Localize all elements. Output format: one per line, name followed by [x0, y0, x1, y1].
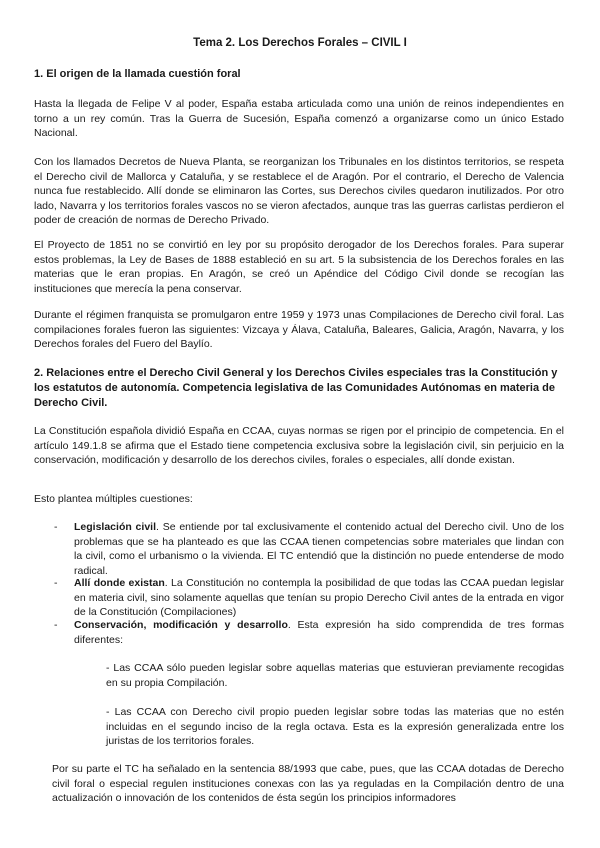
bullet-item: [74, 618, 564, 647]
paragraph: El Proyecto de 1851 no se convirtió en ley por su propósito derogador de los Derechos forales. Para superar estos problemas, la Ley de Bases de 1888 estableció en su art. 5 la subsistencia de los Derechos forales en las materias que le eran propias. En Aragón, se creó un Apéndice del Código Civil donde se recogían las instituciones que merecía la pena conservar.: [34, 239, 564, 295]
sub-item: - Las CCAA con Derecho civil propio pueden legislar sobre todas las materias que no estén incluidas en el segundo inciso de la regla octava. Esta es la expresión generalizada entre los juristas de los territorios forales.: [106, 706, 564, 747]
paragraph: Esto plantea múltiples cuestiones:: [34, 493, 193, 505]
bullet-marker: -: [54, 521, 58, 533]
sub-item: - Las CCAA sólo pueden legislar sobre aquellas materias que estuvieran previamente recogidas en su propia Compilación.: [106, 662, 564, 689]
bullet-item: [74, 520, 564, 578]
paragraph: La Constitución española dividió España en CCAA, cuyas normas se rigen por el principio de competencia. En el artículo 149.1.8 se afirma que el Estado tiene competencia exclusiva sobre la legislación civil, sin perjuicio en la conservación, modificación y desarrollo de los derechos civiles, forales o especiales, allí donde existan.: [34, 425, 564, 466]
paragraph: Con los llamados Decretos de Nueva Planta, se reorganizan los Tribunales en los distintos territorios, se respeta el Derecho civil de Mallorca y Cataluña, y se restablece el de Aragón. Por el contrario, el Derecho de Valencia nunca fue restablecido. Allí donde se eliminaron las Cortes, sus Derechos civiles quedaron inutilizados. Por otro lado, Navarra y los territorios forales vascos no se vieron afectados, aunque tras las guerras carlistas perdieron el poder de creación de normas de Derecho Privado.: [34, 156, 564, 226]
paragraph: Durante el régimen franquista se promulgaron entre 1959 y 1973 unas Compilaciones de Derecho civil foral. Las compilaciones forales fueron las siguientes: Vizcaya y Álava, Cataluña, Baleares, Galicia, Aragón, Navarra, y los Derechos forales del Fuero del Baylío.: [34, 309, 564, 350]
paragraph: Hasta la llegada de Felipe V al poder, España estaba articulada como una unión de reinos independientes en torno a un rey común. Tras la Guerra de Sucesión, España comenzó a organizarse como un único Estado Nacional.: [34, 98, 564, 139]
bullet-text: . Esta expresión ha sido comprendida de tres formas diferentes:: [74, 619, 564, 646]
bullet-marker: -: [54, 577, 58, 589]
section-2-heading: 2. Relaciones entre el Derecho Civil General y los Derechos Civiles especiales tras la Constitución y los estatutos de autonomía. Competencia legislativa de las Comunidades Autónomas en materia de Derecho Civil.: [34, 367, 558, 409]
bullet-text: . Se entiende por tal exclusivamente el contenido actual del Derecho civil. Uno de los problemas que se ha planteado es que las CCAA tienen competencias sobre materiales que lindan con la civil, como el urbanismo o la vivienda. El TC entendió que la distinción no puede entenderse de modo radical.: [74, 521, 564, 577]
document-title: Tema 2. Los Derechos Forales – CIVIL I: [193, 37, 407, 49]
bullet-term: Allí donde existan: [74, 577, 165, 589]
paragraph: Por su parte el TC ha señalado en la sentencia 88/1993 que cabe, pues, que las CCAA dotadas de Derecho civil foral o especial regulen instituciones conexas con las ya reguladas en la Compilación dentro de una actualización o innovación de los contenidos de ésta según los principios informadores: [52, 763, 564, 804]
bullet-term: Legislación civil: [74, 521, 156, 533]
bullet-term: Conservación, modificación y desarrollo: [74, 619, 288, 631]
bullet-item: [74, 576, 564, 620]
bullet-marker: -: [54, 619, 58, 631]
bullet-text: . La Constitución no contempla la posibilidad de que todas las CCAA puedan legislar en materia civil, sino solamente aquellas que tenían su propio Derecho Civil antes de la entrada en vigor de la Constitución (Compilaciones): [74, 577, 564, 618]
section-1-heading: 1. El origen de la llamada cuestión foral: [34, 68, 241, 80]
